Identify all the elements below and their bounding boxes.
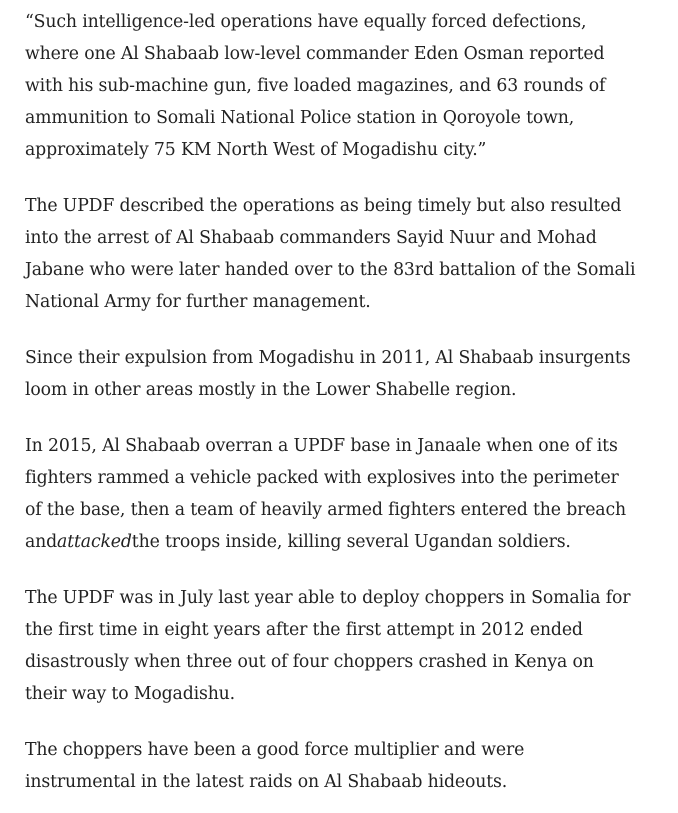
paragraph-choppers-multiplier: The choppers have been a good force multiplier and were instrumental in the latest raids on Al Shabaab hideouts. [25, 740, 525, 792]
paragraph-janaale-text-after: the troops inside, killing several Ugandan soldiers. [131, 532, 571, 552]
paragraph-commanders-arrest: The UPDF described the operations as being timely but also resulted into the arrest of Al Shabaab commanders Sayid Nuur and Mohad Jabane who were later handed over to the 83rd battalion of the Somali National Army for further management. [25, 196, 636, 312]
paragraph-janaale-text-before: In 2015, Al Shabaab overran a UPDF base in Janaale when one of its fighters rammed a vehicle packed with explosives into the perimeter of the base, then a team of heavily armed fighters entered the breach and [25, 436, 626, 552]
paragraph-janaale-attack [25, 430, 640, 558]
paragraph-expulsion: Since their expulsion from Mogadishu in 2011, Al Shabaab insurgents loom in other areas mostly in the Lower Shabelle region. [25, 348, 631, 400]
paragraph-janaale-italic-word: attacked [57, 532, 132, 552]
paragraph-choppers-deployment: The UPDF was in July last year able to deploy choppers in Somalia for the first time in eight years after the first attempt in 2012 ended disastrously when three out of four choppers crashed in Kenya on their way to Mogadishu. [25, 588, 631, 704]
paragraph-defections-quote: “Such intelligence-led operations have equally forced defections, where one Al Shabaab low-level commander Eden Osman reported with his sub-machine gun, five loaded magazines, and 63 rounds of ammunition to Somali National Police station in Qoroyole town, approximately 75 KM North West of Mogadishu city.” [25, 12, 606, 160]
